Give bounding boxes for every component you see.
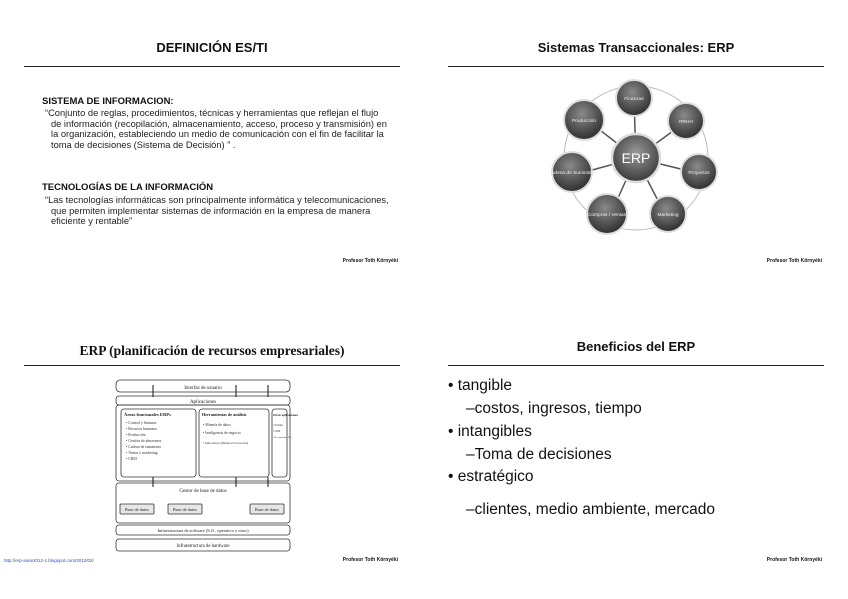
- slide-erp-architecture: [0, 299, 424, 598]
- col2-item: • Inteligencia de negocio: [203, 431, 241, 435]
- slide-beneficios: [424, 299, 848, 598]
- bullet-tangible: • tangible: [448, 377, 513, 394]
- col1-item: • Gestión de almacenes: [126, 439, 162, 443]
- slide2-footer: Profesor Toth Környéki: [766, 258, 822, 264]
- box-col3: [272, 409, 287, 477]
- label-produccion: Producción: [572, 119, 596, 124]
- slide3-title: ERP (planificación de recursos empresariales): [79, 343, 345, 358]
- label-infra-hw: Infraestructura de hardware: [176, 544, 230, 549]
- col2-item: • Minería de datos: [203, 423, 231, 427]
- sub-estrategico: –clientes, medio ambiente, mercado: [466, 501, 715, 518]
- slide1-title: DEFINICIÓN ES/TI: [156, 40, 268, 55]
- box-col1: [121, 409, 196, 477]
- slide1-footer: Profesor Toth Környéki: [342, 258, 398, 264]
- para-sistema-text: “Conjunto de reglas, procedimientos, técnicas y herramientas que reflejan el flujo de información (recopilación, almacenamiento, acceso, proceso y transmisión) en la organización, estableciendo un medio de comunicación con el fin de facilitar la toma de decisiones (Sistema de Decisión) ” .: [45, 108, 387, 150]
- slide4-rule: [448, 365, 824, 366]
- label-db-engine: Gestor de base de datos: [179, 489, 227, 494]
- bullet-intangibles: • intangibles: [448, 423, 532, 440]
- heading-tecnologias: TECNOLOGÍAS DE LA INFORMACIÓN: [42, 182, 214, 193]
- label-compras: Compras / Ventas: [587, 213, 627, 218]
- para-tecnologias-text: “Las tecnologías informáticas son principalmente informática y telecomunicaciones, que permiten implementar sistemas de información en la empresa de manera eficiente y rentable”: [45, 195, 389, 227]
- col1-item: • Control y finanzas: [126, 421, 157, 425]
- label-db2: Base de datos: [172, 507, 198, 512]
- sub-intangibles: –Toma de decisiones: [466, 446, 612, 463]
- para-sistema: [43, 108, 391, 150]
- label-aplicaciones: Aplicaciones: [189, 400, 217, 405]
- col1-item: • Producción: [126, 433, 146, 437]
- sub-tangible: –costos, ingresos, tiempo: [466, 400, 642, 417]
- label-finanzas: Finanzas: [624, 97, 644, 102]
- col3-item: • Herramientas SIG: [273, 436, 292, 439]
- col1-item: • Ventas y marketing: [126, 451, 158, 455]
- col3-item: • Nómina: [273, 424, 283, 427]
- bullet-estrategico: • estratégico: [448, 468, 534, 485]
- label-proyectos: Proyectos: [688, 171, 710, 176]
- architecture-diagram: [0, 299, 424, 598]
- label-rrhh: RRHH: [679, 120, 693, 125]
- label-cadena: Cadena de Suministro: [548, 171, 596, 176]
- slide1-rule: [24, 66, 400, 67]
- label-interfaz: Interfaz de usuario: [184, 386, 222, 391]
- slide2-title: Sistemas Transaccionales: ERP: [537, 40, 735, 55]
- erp-center-label: ERP: [621, 150, 651, 166]
- col2-item: • Indicadores (Balanced Scorecard): [203, 441, 249, 445]
- label-db1: Base de datos: [124, 507, 150, 512]
- label-db3: Base de datos: [254, 507, 280, 512]
- source-link[interactable]: http://erp-sane2012-1.blogspot.com/2012/02/: [4, 558, 94, 563]
- slide3-footer: Profesor Toth Környéki: [342, 557, 398, 563]
- label-infra-sw: Infraestructura de software (S.O., operativo y otros): [157, 528, 249, 533]
- label-col1-title: Áreas funcionales ERPs: [124, 412, 171, 417]
- slide4-title: Beneficios del ERP: [576, 339, 696, 354]
- col1-item: • Cadena de suministro: [126, 445, 162, 449]
- slide4-footer: Profesor Toth Környéki: [766, 557, 822, 563]
- para-tecnologias: [43, 195, 391, 227]
- label-col3-title: Otras aplicaciones: [273, 413, 299, 417]
- slide-erp-diagram: [424, 0, 848, 299]
- heading-sistema: SISTEMA DE INFORMACION:: [42, 96, 174, 107]
- col3-item: • CRM: [273, 430, 281, 433]
- label-marketing: Marketing: [657, 213, 679, 218]
- slide-definicion: [0, 0, 424, 299]
- col1-item: • Recursos humanos: [126, 427, 157, 431]
- col1-item: • CRM: [126, 457, 137, 461]
- label-col2-title: Herramientas de análisis: [202, 412, 247, 417]
- erp-wheel: [424, 0, 848, 299]
